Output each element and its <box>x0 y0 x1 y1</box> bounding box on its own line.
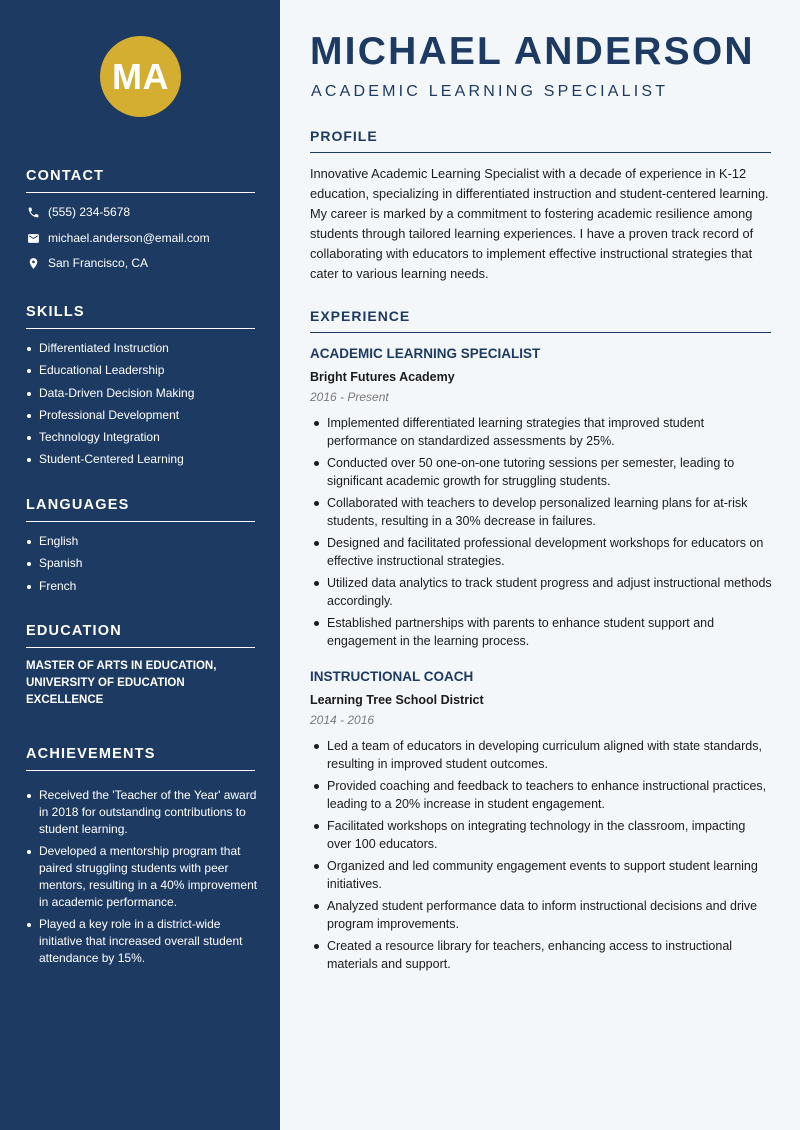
job-dates: 2016 - Present <box>310 390 389 404</box>
contact-location <box>26 256 148 270</box>
job-company: Learning Tree School District <box>310 693 484 707</box>
job-bullet: Organized and led community engagement events to support student learning initiatives. <box>310 857 772 893</box>
skills-heading: SKILLS <box>26 304 255 329</box>
languages-list <box>26 533 258 600</box>
location-text: San Francisco, CA <box>48 256 149 270</box>
education-degree: MASTER OF ARTS IN EDUCATION, UNIVERSITY OF EDUCATION EXCELLENCE <box>26 660 217 706</box>
languages-heading: LANGUAGES <box>26 497 255 522</box>
job-bullet: Conducted over 50 one-on-one tutoring sessions per semester, leading to significant academic growth for struggling students. <box>310 454 772 490</box>
achievements-list <box>26 787 258 972</box>
candidate-name: MICHAEL ANDERSON <box>310 30 755 73</box>
job-company: Bright Futures Academy <box>310 370 455 384</box>
job-title: ACADEMIC LEARNING SPECIALIST <box>310 346 541 361</box>
email-icon <box>26 231 40 245</box>
job-bullet: Analyzed student performance data to inform instructional decisions and drive program improvements. <box>310 897 772 933</box>
skill-item: Professional Development <box>26 407 258 424</box>
profile-text: Innovative Academic Learning Specialist with a decade of experience in K-12 education, specializing in differentiated instruction and student-centered learning. My career is marked by a commitment to fostering academic resilience among students through tailored learning experiences. I have a proven track record of collaborating with educators to implement effective instructional strategies that cater to various learning needs. <box>310 166 769 281</box>
skill-item: Differentiated Instruction <box>26 340 258 357</box>
job-bullet: Collaborated with teachers to develop personalized learning plans for at-risk students, resulting in a 30% decrease in failures. <box>310 494 772 530</box>
contact-email <box>26 231 210 245</box>
job-bullet: Led a team of educators in developing curriculum aligned with state standards, resulting in improved student outcomes. <box>310 737 772 773</box>
experience-heading: EXPERIENCE <box>310 308 771 333</box>
skills-list <box>26 340 258 474</box>
job-bullet: Implemented differentiated learning strategies that improved student performance on standardized assessments by 25%. <box>310 414 772 450</box>
skill-item: Technology Integration <box>26 429 258 446</box>
achievement-item: Developed a mentorship program that paired struggling students with peer mentors, resulting in a 40% improvement in academic performance. <box>26 843 258 911</box>
skill-item: Educational Leadership <box>26 362 258 379</box>
contact-phone <box>26 205 130 219</box>
education-heading: EDUCATION <box>26 623 255 648</box>
job-bullets <box>310 737 772 977</box>
job-bullets <box>310 414 772 654</box>
job-bullet: Facilitated workshops on integrating technology in the classroom, impacting over 100 educators. <box>310 817 772 853</box>
language-item: French <box>26 578 258 595</box>
achievement-item: Played a key role in a district-wide initiative that increased overall student attendance by 15%. <box>26 916 258 967</box>
job-bullet: Utilized data analytics to track student progress and adjust instructional methods accordingly. <box>310 574 772 610</box>
email-text[interactable]: michael.anderson@email.com <box>48 231 210 245</box>
skill-item: Data-Driven Decision Making <box>26 385 258 402</box>
phone-text: (555) 234-5678 <box>48 205 131 219</box>
profile-heading: PROFILE <box>310 128 771 153</box>
phone-icon <box>26 205 40 219</box>
job-dates: 2014 - 2016 <box>310 713 375 727</box>
job-bullet: Provided coaching and feedback to teachers to enhance instructional practices, leading to a 20% increase in student engagement. <box>310 777 772 813</box>
job-bullet: Established partnerships with parents to enhance student support and engagement in the learning process. <box>310 614 772 650</box>
job-title: INSTRUCTIONAL COACH <box>310 669 474 684</box>
avatar: MA <box>100 36 181 117</box>
language-item: Spanish <box>26 555 258 572</box>
contact-heading: CONTACT <box>26 168 255 193</box>
achievements-heading: ACHIEVEMENTS <box>26 746 255 771</box>
skill-item: Student-Centered Learning <box>26 451 258 468</box>
achievement-item: Received the 'Teacher of the Year' award in 2018 for outstanding contributions to student learning. <box>26 787 258 838</box>
location-pin-icon <box>26 256 40 270</box>
candidate-title: ACADEMIC LEARNING SPECIALIST <box>311 83 669 100</box>
sidebar <box>0 0 280 1130</box>
job-bullet: Created a resource library for teachers, enhancing access to instructional materials and support. <box>310 937 772 973</box>
job-bullet: Designed and facilitated professional development workshops for educators on effective instructional strategies. <box>310 534 772 570</box>
language-item: English <box>26 533 258 550</box>
